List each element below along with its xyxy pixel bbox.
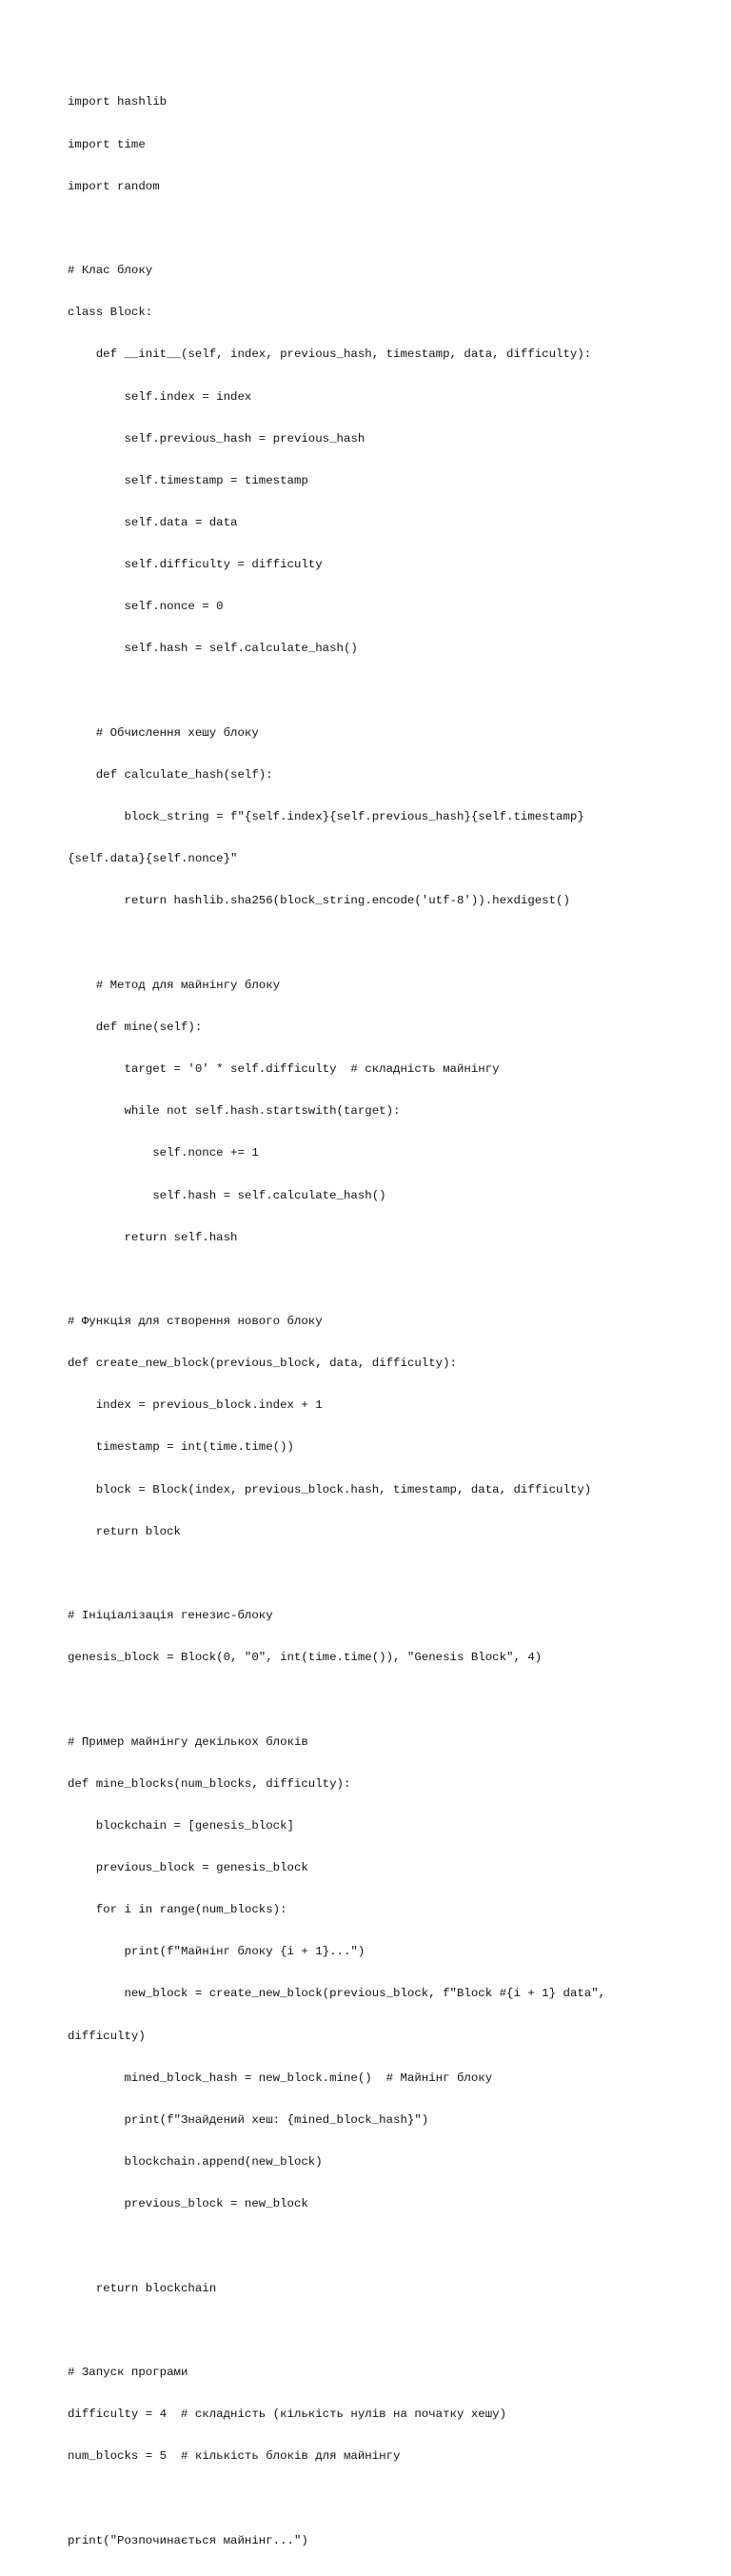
- code-line: for i in range(num_blocks):: [68, 1903, 287, 1917]
- code-line: index = previous_block.index + 1: [68, 1398, 323, 1413]
- code-line: block_string = f"{self.index}{self.previous_hash}{self.timestamp}: [68, 810, 584, 824]
- code-line: # Метод для майнінгу блоку: [68, 978, 281, 992]
- code-line: [68, 2239, 605, 2253]
- code-line: self.nonce = 0: [68, 600, 224, 614]
- code-line: self.hash = self.calculate_hash(): [68, 1188, 386, 1202]
- code-line: block = Block(index, previous_block.hash, timestamp, data, difficulty): [68, 1482, 592, 1496]
- code-line: self.index = index: [68, 389, 252, 404]
- code-line: mined_block_hash = new_block.mine() # Майнінг блоку: [68, 2071, 493, 2085]
- code-line: [68, 684, 605, 699]
- code-line: difficulty = 4 # складність (кількість нулів на початку хешу): [68, 2408, 507, 2422]
- code-line: import time: [68, 137, 146, 151]
- code-line: # Функція для створення нового блоку: [68, 1314, 323, 1328]
- code-line: import hashlib: [68, 95, 168, 109]
- code-line: difficulty): [68, 2029, 146, 2043]
- code-line: timestamp = int(time.time()): [68, 1440, 294, 1455]
- code-line: new_block = create_new_block(previous_block, f"Block #{i + 1} data",: [68, 1987, 606, 2001]
- code-line: def create_new_block(previous_block, data, difficulty):: [68, 1357, 457, 1371]
- code-line: print(f"Знайдений хеш: {mined_block_hash}"): [68, 2112, 429, 2127]
- code-line: previous_block = new_block: [68, 2197, 308, 2211]
- code-line: [68, 1693, 605, 1707]
- code-line: [68, 937, 605, 951]
- code-line: num_blocks = 5 # кількість блоків для майнінгу: [68, 2449, 401, 2464]
- code-line: [68, 222, 605, 236]
- code-line: [68, 2324, 605, 2338]
- code-line: genesis_block = Block(0, "0", int(time.time()), "Genesis Block", 4): [68, 1651, 543, 1665]
- code-line: # Пример майнінгу декількох блоків: [68, 1734, 308, 1749]
- code-line: print(f"Майнінг блоку {i + 1}..."): [68, 1945, 366, 1959]
- code-line: [68, 2491, 605, 2506]
- code-line: return self.hash: [68, 1230, 238, 1244]
- code-line: print("Розпочинається майнінг..."): [68, 2533, 308, 2547]
- code-line: def mine(self):: [68, 1020, 203, 1034]
- code-line: class Block:: [68, 306, 153, 320]
- code-line: self.nonce += 1: [68, 1146, 259, 1160]
- code-line: def calculate_hash(self):: [68, 767, 273, 782]
- code-line: self.previous_hash = previous_hash: [68, 431, 366, 446]
- code-line: self.difficulty = difficulty: [68, 558, 323, 572]
- code-line: # Клас блоку: [68, 264, 153, 278]
- code-line: target = '0' * self.difficulty # складність майнінгу: [68, 1062, 500, 1077]
- code-line: import random: [68, 179, 160, 193]
- code-line: return block: [68, 1524, 181, 1538]
- code-line: # Обчислення хешу блоку: [68, 725, 259, 740]
- code-line: # Запуск програми: [68, 2365, 188, 2379]
- code-line: self.timestamp = timestamp: [68, 473, 308, 487]
- code-line: def __init__(self, index, previous_hash, timestamp, data, difficulty):: [68, 347, 592, 362]
- code-line: # Ініціалізація генезис-блоку: [68, 1609, 273, 1623]
- code-block: [68, 68, 605, 2576]
- code-line: return blockchain: [68, 2281, 217, 2295]
- code-line: previous_block = genesis_block: [68, 1861, 308, 1874]
- code-line: [68, 1273, 605, 1287]
- code-line: self.data = data: [68, 516, 238, 529]
- code-line: [68, 1567, 605, 1581]
- code-line: {self.data}{self.nonce}": [68, 852, 238, 866]
- code-line: while not self.hash.startswith(target):: [68, 1104, 401, 1119]
- code-line: return hashlib.sha256(block_string.encode('utf-8')).hexdigest(): [68, 894, 570, 908]
- code-line: blockchain = [genesis_block]: [68, 1818, 294, 1833]
- code-line: blockchain.append(new_block): [68, 2155, 323, 2170]
- code-line: def mine_blocks(num_blocks, difficulty):: [68, 1776, 351, 1791]
- code-line: self.hash = self.calculate_hash(): [68, 642, 358, 656]
